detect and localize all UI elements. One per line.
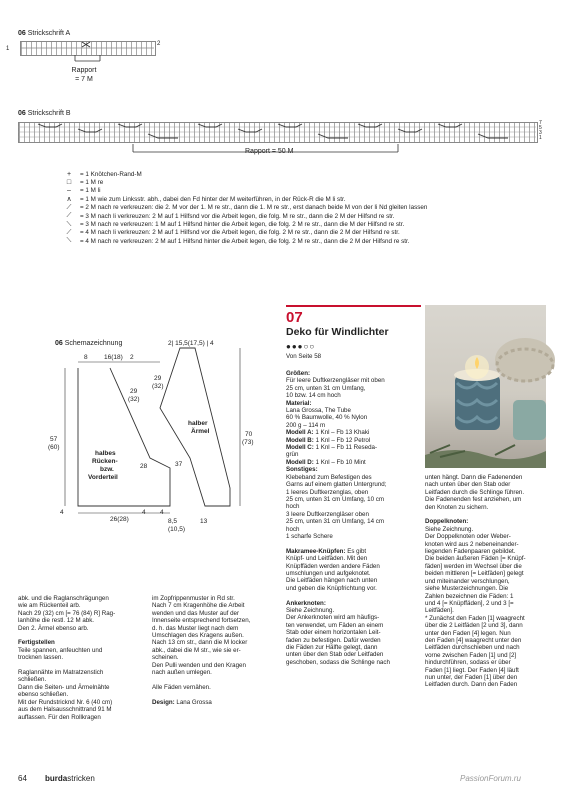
text-line: Nach 7 cm Kragenhöhe die Arbeit: [152, 602, 245, 610]
text-line: hindurchführen, sodass er über: [425, 659, 511, 667]
difficulty-dots: ●●●○○: [286, 342, 316, 351]
text-line: trocknen lassen.: [18, 654, 64, 662]
text-line: Der Doppelknoten oder Weber-: [425, 533, 511, 541]
text-line: Leitfaden durch die Schlinge führen.: [425, 488, 525, 496]
brand: burdastricken: [45, 774, 95, 783]
schema-back-28: 28: [140, 463, 148, 470]
legend: [58, 170, 538, 246]
project-from: Von Seite 58: [286, 353, 322, 360]
text-line: Sonstiges:: [286, 466, 318, 474]
text-line: Teile spannen, anfeuchten und: [18, 646, 103, 654]
schema-sleeve-70: 70: [245, 431, 253, 438]
text-line: Umschlagen des Kragens außen.: [152, 632, 244, 640]
text-line: 10 bzw. 14 cm hoch: [286, 392, 341, 400]
text-line: Die beiden äußeren Fäden [= Knüpf-: [425, 555, 526, 563]
text-line: Die Fadenenden fest anziehen, um: [425, 496, 522, 504]
text-line: liegenden Fadenpaaren gebildet.: [425, 548, 516, 556]
text-line: Modell B: 1 Knl – Fb 12 Petrol: [286, 436, 371, 444]
legend-row: + = 1 Knötchen-Rand-M: [66, 170, 142, 178]
text-line: Raglannähte im Matratzenstich: [18, 669, 104, 677]
text-line: d. h. das Muster liegt nach dem: [152, 624, 239, 632]
chart-a-row-1: 1: [6, 46, 10, 52]
text-line: Den 2. Ärmel ebenso arb.: [18, 624, 89, 632]
text-line: Nach 13 cm str., dann die M locker: [152, 639, 248, 647]
text-line: über die 2 Leitfäden [2 und 3], dann: [425, 622, 523, 630]
candle-photo: [425, 305, 546, 468]
text-line: Material:: [286, 399, 312, 407]
text-line: nach außen umlegen.: [152, 669, 212, 677]
text-line: Doppelknoten:: [425, 518, 469, 526]
column-1: [18, 595, 143, 721]
text-line: [18, 632, 143, 639]
schema-sleeve-29: 29: [154, 375, 162, 382]
text-line: und miteinander verschlungen,: [425, 577, 510, 585]
text-line: vorne zwischen Faden [1] und [2]: [425, 651, 517, 659]
column-3: [286, 370, 418, 666]
text-line: [286, 540, 418, 547]
text-line: [286, 592, 418, 599]
text-line: den Knoten zu sichern.: [425, 503, 489, 511]
schema-back-top-right: 2: [130, 354, 134, 361]
text-line: Leitfaden durch. Dann den Faden: [425, 681, 518, 689]
text-line: geschoben, sodass die Schlinge nach: [286, 658, 390, 666]
schema-back-side1: 29: [130, 388, 138, 395]
text-line: die Fäden zur Hälfte gelegt, dann: [286, 644, 378, 652]
text-line: Die Leitfäden hängen nach unten: [286, 577, 378, 585]
text-line: unter den Faden [4] legen. Nun: [425, 629, 511, 637]
text-line: Innenseite entsprechend fortsetzen,: [152, 617, 251, 625]
text-line: Der Ankerknoten wird am häufigs-: [286, 614, 380, 622]
text-line: beiden mittleren [= Leitfäden] gelegt: [425, 570, 524, 578]
schema-back-bottom: 26(28): [110, 516, 129, 523]
legend-row: ⟋ = 3 M nach li verkreuzen: 2 M auf 1 Hilfsnd vor die Arbeit legen, die folg. M re str., dann die 2 M der Hilfsnd re str.: [66, 212, 395, 220]
text-line: 1 leeres Duftkerzenglas, oben: [286, 488, 369, 496]
schema-sleeve-bottom-2: 13: [200, 518, 208, 525]
text-line: Leitfäden].: [425, 607, 454, 615]
text-line: aus dem Halsausschnittrand 91 M: [18, 706, 112, 714]
text-line: Klebeband zum Befestigen des: [286, 473, 372, 481]
text-line: abk., dabei die M str., wie sie er-: [152, 646, 241, 654]
text-line: Stab oder einem horizontalen Leit-: [286, 629, 381, 637]
schema-back-top-mid: 16(18): [104, 354, 123, 361]
text-line: 60 % Baumwolle, 40 % Nylon: [286, 414, 368, 422]
text-line: Dann die Seiten- und Ärmelnähte: [18, 683, 110, 691]
schema-back-top-left: 8: [84, 354, 88, 361]
text-line: siehe Musterzeichnungen. Die: [425, 585, 509, 593]
schema-sleeve-bottom-1: 8,5 (10,5): [168, 518, 185, 533]
text-line: Lana Grossa, The Tube: [286, 407, 351, 415]
schema-back-4b: 4: [142, 509, 146, 516]
schema-back-57: 57: [50, 436, 58, 443]
text-line: unten über den Stab oder Leitfaden: [286, 651, 384, 659]
text-line: Garns auf einem glatten Untergrund;: [286, 481, 387, 489]
schema-back-side1b: (32): [128, 396, 140, 403]
text-line: hoch: [286, 503, 300, 511]
schema-sleeve-37: 37: [175, 461, 183, 468]
text-line: den Faden [4] waagrecht unter den: [425, 636, 522, 644]
watermark: PassionForum.ru: [460, 774, 521, 783]
text-line: 25 cm, unten 31 cm Umfang, 10 cm: [286, 495, 385, 503]
text-line: fäden] werden im Wechsel über die: [425, 562, 522, 570]
chart-a-rapport: Rapport = 7 M: [71, 67, 97, 83]
text-line: Knüpffäden werden andere Fäden: [286, 562, 380, 570]
schema-title: 06 Schemazeichnung: [55, 340, 123, 347]
text-line: Alle Fäden vernähen.: [152, 683, 211, 691]
text-line: grün: [286, 451, 299, 459]
project-number: 07: [286, 309, 303, 326]
legend-row: ⟋ = 2 M nach re verkreuzen: die 2. M vor der 1. M re str., dann die 1. M re str., erst danach beide M von der li Nd gleiten lassen: [66, 203, 428, 212]
text-line: Faden [1] liegt. Der Faden [4] läuft: [425, 666, 519, 674]
text-line: [425, 511, 550, 518]
text-line: 25 cm, unten 31 cm Umfang,: [286, 384, 366, 392]
chart-a-title: 06 Strickschrift A: [18, 30, 71, 37]
text-line: unten hängt. Dann die Fadenenden: [425, 474, 523, 481]
text-line: scheinen.: [152, 654, 179, 662]
text-line: Ankerknoten:: [286, 599, 326, 607]
text-line: und geben die Knüpfrichtung vor.: [286, 584, 377, 592]
text-line: Siehe Zeichnung.: [286, 607, 335, 614]
text-line: nach unten über den Stab oder: [425, 481, 511, 489]
legend-row: □ = 1 M re: [66, 179, 104, 187]
schema-back-4a: 4: [60, 509, 64, 516]
page-number: 64: [18, 774, 27, 783]
text-line: abk. und die Raglanschrägungen: [18, 595, 109, 602]
text-line: * Zunächst den Faden [1] waagrecht: [425, 614, 525, 622]
text-line: [152, 691, 277, 698]
legend-row: ∧ = 1 M wie zum Linksstr. abh., dabei den Fd hinter der M weiterführen, in der Rück-R die M li str.: [66, 195, 346, 204]
schema-back-4c: 4: [160, 509, 164, 516]
text-line: [18, 662, 143, 669]
legend-row: ⟋ = 4 M nach li verkreuzen: 2 M auf 1 Hilfsnd vor die Arbeit legen, die folg. 2 M re str., dann die 2 M der Hilfsnd re str.: [66, 228, 400, 237]
text-line: [152, 676, 277, 683]
text-line: 3 leere Duftkerzengläser oben: [286, 510, 369, 518]
column-2: [152, 595, 277, 706]
legend-row: – = 1 M li: [67, 187, 101, 195]
schema-back-label2: Rücken-: [92, 458, 118, 465]
text-line: Für leere Duftkerzengläser mit oben: [286, 377, 385, 385]
schema-sleeve-label2: Ärmel: [191, 428, 210, 435]
schema-sleeve-73: (73): [242, 439, 254, 446]
legend-row: ⟍ = 4 M nach re verkreuzen: 2 M auf 1 Hilfsnd hinter die Arbeit legen, die folg. 2 M re str., dann die 2 M der Hilfsnd re str.: [66, 237, 410, 245]
schema-sleeve-top: 2| 15,5(17,5) | 4: [168, 340, 214, 347]
text-line: ebenso schließen.: [18, 691, 69, 699]
text-line: wie am Rückenteil arb.: [18, 602, 81, 610]
text-line: Design: Lana Grossa: [152, 698, 212, 706]
chart-b-rapport: Rapport = 50 M: [245, 148, 294, 155]
text-line: Fertigstellen: [18, 639, 55, 647]
text-line: ten verwendet, um Fäden an einem: [286, 621, 384, 629]
schema-back-label3: bzw.: [100, 466, 114, 473]
text-line: Makramee-Knüpfen: Es gibt: [286, 547, 367, 555]
column-4: [425, 474, 550, 689]
text-line: schließen.: [18, 676, 47, 684]
text-line: im Zopfrippenmuster in Rd str.: [152, 595, 235, 602]
text-line: hoch: [286, 525, 300, 533]
text-line: Zahlen bezeichnen die Fäden: 1: [425, 592, 514, 600]
text-line: Nach 29 (32) cm [= 76 (84) R] Rag-: [18, 609, 116, 617]
text-line: Den Pulli wenden und den Kragen: [152, 661, 246, 669]
text-line: 200 g – 114 m: [286, 421, 326, 429]
schema-back-60: (60): [48, 444, 60, 451]
chart-b-title: 06 Strickschrift B: [18, 110, 71, 117]
text-line: 25 cm, unten 31 cm Umfang, 14 cm: [286, 518, 385, 526]
text-line: Knüpf- und Leitfäden. Mit den: [286, 555, 368, 563]
chart-b-row-labels: 7 5 3 1: [539, 120, 542, 141]
text-line: 1 scharfe Schere: [286, 532, 333, 540]
text-line: Modell C: 1 Knl – Fb 11 Reseda-: [286, 444, 378, 452]
text-line: umschlungen und aufgeknotet.: [286, 569, 371, 577]
text-line: Größen:: [286, 370, 311, 377]
text-line: Siehe Zeichnung.: [425, 525, 474, 533]
text-line: Modell D: 1 Knl – Fb 10 Mint: [286, 458, 366, 466]
text-line: nun unter, der Faden [1] über den: [425, 673, 518, 681]
legend-row: ⟍ = 3 M nach re verkreuzen: 1 M auf 1 Hilfsnd hinter die Arbeit legen, die folg. 2 M re str., dann die M der Hilfsnd re str.: [66, 220, 405, 229]
text-line: faden zu befestigen. Dafür werden: [286, 636, 381, 644]
text-line: lanhöhe die restl. 12 M abk.: [18, 617, 95, 625]
schema-back-label4: Vorderteil: [88, 474, 118, 481]
project-bar: [286, 305, 421, 307]
text-line: wenden und das Muster auf der: [152, 609, 240, 617]
schema-sleeve-32: (32): [152, 383, 164, 390]
text-line: auffassen. Für den Rollkragen: [18, 713, 101, 721]
text-line: und 4 [= Knüpffäden], 2 und 3 [=: [425, 599, 514, 607]
project-title: Deko für Windlichter: [286, 326, 389, 338]
text-line: Mit der Rundstricknd Nr. 6 (40 cm): [18, 698, 113, 706]
text-line: knoten wird aus 2 nebeneinander-: [425, 540, 519, 548]
chart-a-row-2: 2: [157, 41, 161, 47]
schema-back-label1: halbes: [95, 450, 116, 457]
text-line: Modell A: 1 Knl – Fb 13 Khaki: [286, 429, 370, 437]
schema-sleeve-label1: halber: [188, 420, 208, 427]
text-line: Leitfäden durchschieben und nach: [425, 644, 520, 652]
